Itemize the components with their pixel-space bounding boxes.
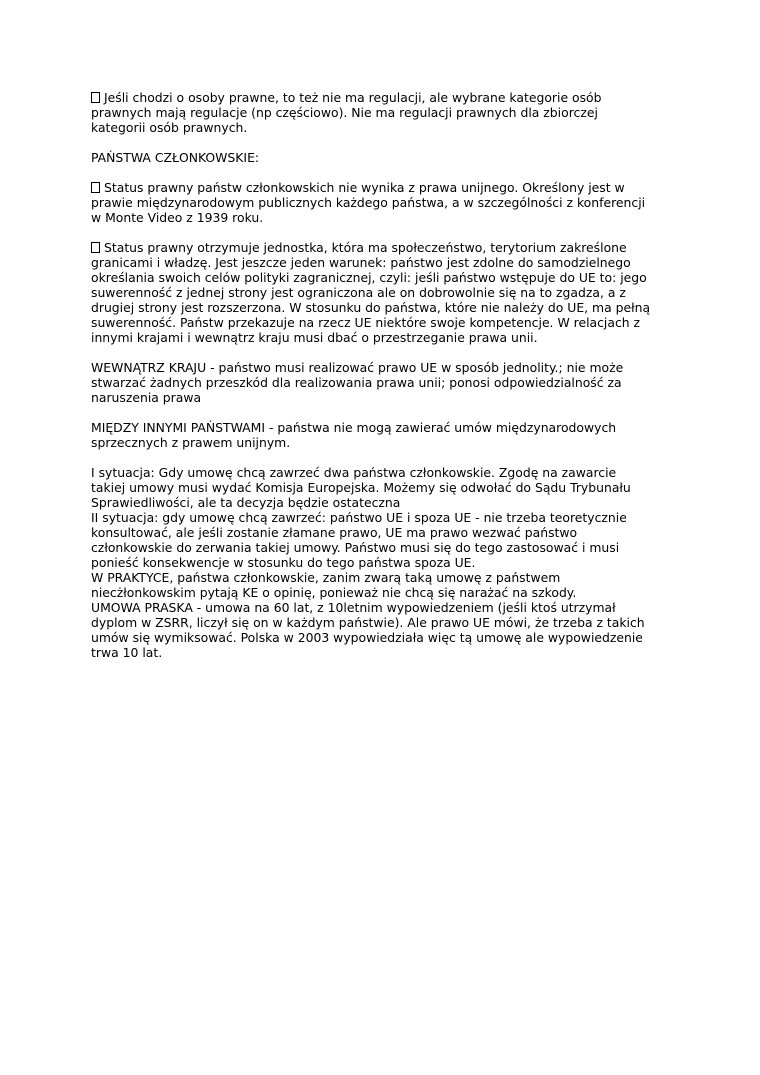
paragraph xyxy=(91,360,671,405)
line-text: naruszenia prawa xyxy=(91,390,202,405)
document-body xyxy=(91,90,671,660)
text-line xyxy=(91,480,671,495)
text-line xyxy=(91,375,671,390)
text-line xyxy=(91,270,671,285)
text-line xyxy=(91,120,671,135)
paragraph xyxy=(91,240,671,345)
text-line xyxy=(91,435,671,450)
paragraph-gap xyxy=(91,225,671,240)
text-line xyxy=(91,330,671,345)
line-text: Status prawny państw członkowskich nie wynika z prawa unijnego. Określony jest w xyxy=(104,180,625,195)
line-text: sprzecznych z prawem unijnym. xyxy=(91,435,291,450)
paragraph-gap xyxy=(91,345,671,360)
text-line xyxy=(91,465,671,480)
text-line xyxy=(91,285,671,300)
line-text: I sytuacja: Gdy umowę chcą zawrzeć dwa państwa członkowskie. Zgodę na zawarcie xyxy=(91,465,617,480)
line-text: prawie międzynarodowym publicznych każdego państwa, a w szczególności z konferencji xyxy=(91,195,646,210)
text-line xyxy=(91,360,671,375)
text-line xyxy=(91,300,671,315)
line-text: suwerenność z jednej strony jest ograniczona ale on dobrowolnie się na to zgadza, a z xyxy=(91,285,626,300)
line-text: W PRAKTYCE, państwa członkowskie, zanim zwarą taką umowę z państwem xyxy=(91,570,561,585)
text-line xyxy=(91,555,671,570)
text-line xyxy=(91,150,671,165)
line-text: dyplom w ZSRR, liczył się on w każdym państwie). Ale prawo UE mówi, że trzeba z takich xyxy=(91,615,645,630)
line-text: stwarzać żadnych przeszkód dla realizowania prawa unii; ponosi odpowiedzialność za xyxy=(91,375,622,390)
text-line xyxy=(91,570,671,585)
text-line xyxy=(91,645,671,660)
line-text: granicami i władzę. Jest jeszcze jeden warunek: państwo jest zdolne do samodzielnego xyxy=(91,255,631,270)
paragraph xyxy=(91,90,671,135)
line-text: ponieść konsekwencje w stosunku do tego państwa spoza UE. xyxy=(91,555,476,570)
text-line xyxy=(91,525,671,540)
text-line xyxy=(91,180,671,195)
paragraph xyxy=(91,180,671,225)
text-line xyxy=(91,495,671,510)
line-text: takiej umowy musi wydać Komisja Europejska. Możemy się odwołać do Sądu Trybunału xyxy=(91,480,631,495)
text-line xyxy=(91,90,671,105)
text-line xyxy=(91,600,671,615)
text-line xyxy=(91,615,671,630)
line-text: członkowskie do zerwania takiej umowy. Państwo musi się do tego zastosować i musi xyxy=(91,540,620,555)
line-text: Jeśli chodzi o osoby prawne, to też nie ma regulacji, ale wybrane kategorie osób xyxy=(104,90,602,105)
paragraph-gap xyxy=(91,165,671,180)
line-text: umów się wymiksować. Polska w 2003 wypowiedziała więc tą umowę ale wypowiedzenie xyxy=(91,630,643,645)
paragraph xyxy=(91,420,671,450)
paragraph-gap xyxy=(91,135,671,150)
text-line xyxy=(91,420,671,435)
text-line xyxy=(91,255,671,270)
paragraph xyxy=(91,465,671,660)
line-text: niecżłonkowskim pytają KE o opinię, ponieważ nie chcą się narażać na szkody. xyxy=(91,585,577,600)
line-text: prawnych mają regulacje (np częściowo). Nie ma regulacji prawnych dla zbiorczej xyxy=(91,105,598,120)
bullet-icon xyxy=(91,92,100,103)
text-line xyxy=(91,390,671,405)
line-text: WEWNĄTRZ KRAJU - państwo musi realizować prawo UE w sposób jednolity.; nie może xyxy=(91,360,624,375)
line-text: MIĘDZY INNYMI PAŃSTWAMI - państwa nie mogą zawierać umów międzynarodowych xyxy=(91,420,617,435)
text-line xyxy=(91,315,671,330)
text-line xyxy=(91,210,671,225)
line-text: II sytuacja: gdy umowę chcą zawrzeć: państwo UE i spoza UE - nie trzeba teoretycznie xyxy=(91,510,627,525)
line-text: kategorii osób prawnych. xyxy=(91,120,248,135)
line-text: drugiej strony jest rozszerzona. W stosunku do państwa, które nie należy do UE, ma pełną xyxy=(91,300,651,315)
line-text: trwa 10 lat. xyxy=(91,645,163,660)
line-text: innymi krajami i wewnątrz kraju musi dbać o przestrzeganie prawa unii. xyxy=(91,330,538,345)
text-line xyxy=(91,510,671,525)
bullet-icon xyxy=(91,242,100,253)
paragraph xyxy=(91,150,671,165)
bullet-icon xyxy=(91,182,100,193)
text-line xyxy=(91,540,671,555)
line-text: Sprawiedliwości, ale ta decyzja będzie ostateczna xyxy=(91,495,401,510)
line-text: w Monte Video z 1939 roku. xyxy=(91,210,264,225)
line-text: konsultować, ale jeśli zostanie złamane prawo, UE ma prawo wezwać państwo xyxy=(91,525,578,540)
line-text: określania swoich celów polityki zagranicznej, czyli: jeśli państwo wstępuje do UE to: jego xyxy=(91,270,647,285)
line-text: suwerenność. Państw przekazuje na rzecz UE niektóre swoje kompetencje. W relacjach z xyxy=(91,315,641,330)
paragraph-gap xyxy=(91,450,671,465)
line-text: UMOWA PRASKA - umowa na 60 lat, z 10letnim wypowiedzeniem (jeśli ktoś utrzymał xyxy=(91,600,616,615)
paragraph-gap xyxy=(91,405,671,420)
line-text: Status prawny otrzymuje jednostka, która ma społeczeństwo, terytorium zakreślone xyxy=(104,240,627,255)
text-line xyxy=(91,240,671,255)
text-line xyxy=(91,105,671,120)
text-line xyxy=(91,585,671,600)
line-text: PAŃSTWA CZŁONKOWSKIE: xyxy=(91,150,260,165)
text-line xyxy=(91,630,671,645)
text-line xyxy=(91,195,671,210)
